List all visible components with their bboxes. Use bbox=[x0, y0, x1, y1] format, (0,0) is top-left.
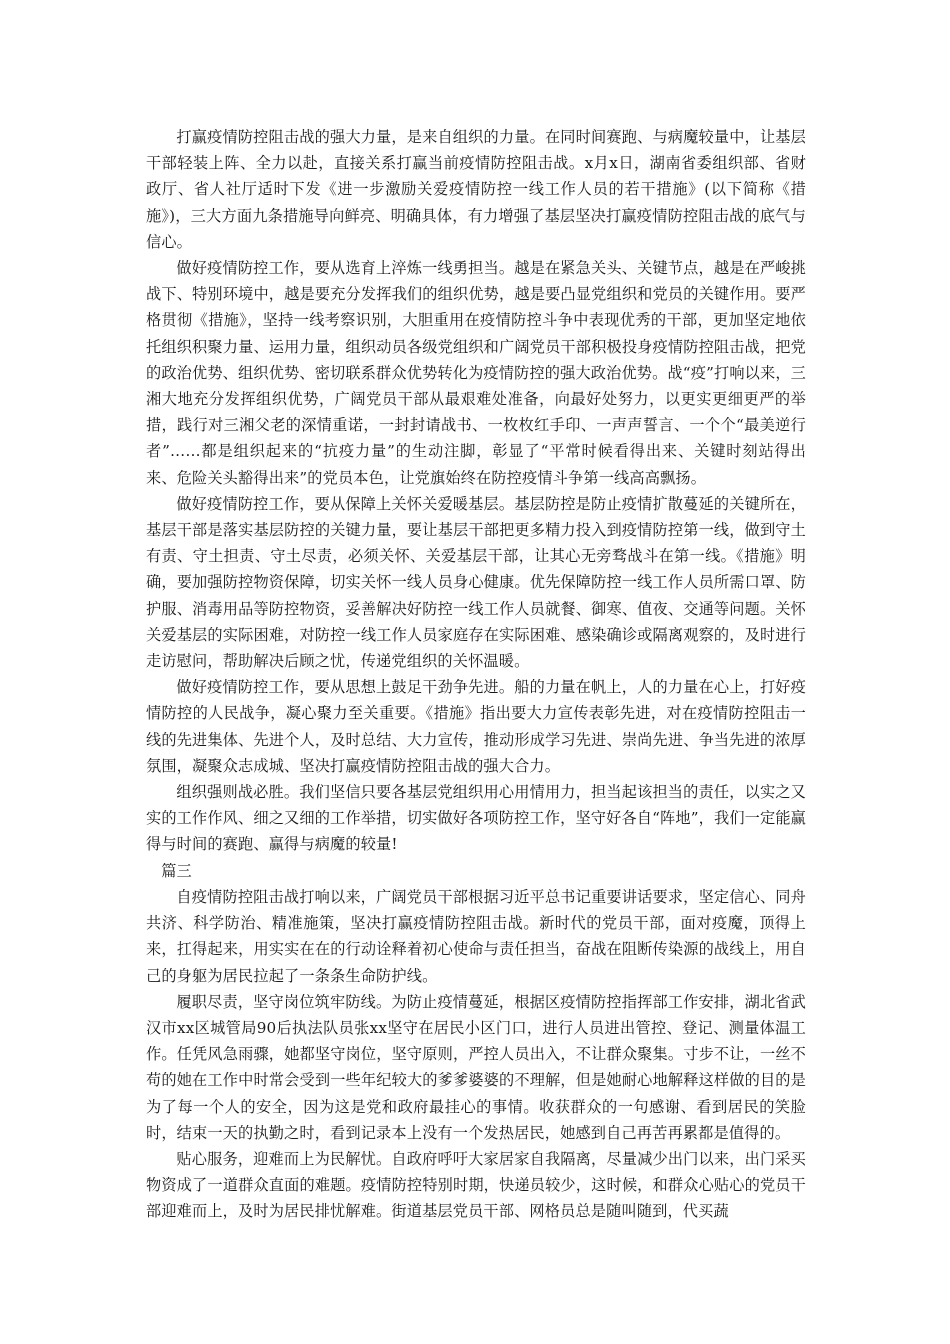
paragraph-caring-service: 贴心服务，迎难而上为民解忧。自政府呼吁大家居家自我隔离，尽量减少出门以来，出门采买物资成了一道群众直面的难题。疫情防控特别时期，快递员较少，这时候，和群众心贴心的党员干部迎难而上，及时为居民排忧解难。街道基层党员干部、网格员总是随叫随到，代买蔬 bbox=[146, 1149, 806, 1221]
paragraph-duty-defense: 履职尽责，坚守岗位筑牢防线。为防止疫情蔓延，根据区疫情防控指挥部工作安排，湖北省武汉市xx区城管局90后执法队员张xx坚守在居民小区门口，进行人员进出管控、登记、测量体温工作。任凭风急雨骤，她都坚守岗位，坚守原则，严控人员出入，不让群众聚集。寸步不让，一丝不苟的她在工作中时常会受到一些年纪较大的爹爹婆婆的不理解，但是她耐心地解释这样做的目的是为了每一个人的安全，因为这是党和政府最挂心的事情。收获群众的一句感谢、看到居民的笑脸时，结束一天的执勤之时，看到记录本上没有一个发热居民，她感到自己再苦再累都是值得的。 bbox=[146, 992, 806, 1142]
section-heading-part-three: 篇三 bbox=[161, 861, 192, 880]
paragraph-care-grassroots: 做好疫情防控工作，要从保障上关怀关爱暖基层。基层防控是防止疫情扩散蔓延的关键所在，基层干部是落实基层防控的关键力量，要让基层干部把更多精力投入到疫情防控第一线，做到守土有责、守土担责、守土尽责，必须关怀、关爱基层干部，让其心无旁骛战斗在第一线。《措施》明确，要加强防控物资保障，切实关怀一线人员身心健康。优先保障防控一线工作人员所需口罩、防护服、消毒用品等防控物资，妥善解决好防控一线工作人员就餐、御寒、值夜、交通等问题。关怀关爱基层的实际困难，对防控一线工作人员家庭存在实际困难、感染确诊或隔离观察的，及时进行走访慰问，帮助解决后顾之忧，传递党组织的关怀温暖。 bbox=[146, 494, 806, 671]
paragraph-conclusion: 组织强则战必胜。我们坚信只要各基层党组织用心用情用力，担当起该担当的责任，以实之又实的工作作风、细之又细的工作举措，切实做好各项防控工作，坚守好各自“阵地”，我们一定能赢得与时间的赛跑、赢得与病魔的较量! bbox=[146, 783, 807, 854]
paragraph-morale-advanced: 做好疫情防控工作，要从思想上鼓足干劲争先进。船的力量在帆上，人的力量在心上，打好疫情防控的人民战争，凝心聚力至关重要。《措施》指出要大力宣传表彰先进，对在疫情防控阻击一线的先进集体、先进个人，及时总结、大力宣传，推动形成学习先进、崇尚先进、争当先进的浓厚氛围，凝聚众志成城、坚决打赢疫情防控阻击战的强大合力。 bbox=[146, 678, 806, 775]
paragraph-part-three-intro: 自疫情防控阻击战打响以来，广阔党员干部根据习近平总书记重要讲话要求，坚定信心、同舟共济、科学防治、精准施策，坚决打赢疫情防控阻击战。新时代的党员干部，面对疫魔，顶得上来，扛得起来，用实实在在的行动诠释着初心使命与责任担当，奋战在阻断传染源的战线上，用自己的身躯为居民拉起了一条条生命防护线。 bbox=[146, 887, 806, 985]
paragraph-selection-training: 做好疫情防控工作，要从选育上淬炼一线勇担当。越是在紧急关头、关键节点，越是在严峻挑战下、特别环境中，越是要充分发挥我们的组织优势，越是要凸显党组织和党员的关键作用。要严格贯彻《措施》，坚持一线考察识别，大胆重用在疫情防控斗争中表现优秀的干部，更加坚定地依托组织积聚力量、运用力量，组织动员各级党组织和广阔党员干部积极投身疫情防控阻击战，把党的政治优势、组织优势、密切联系群众优势转化为疫情防控的强大政治优势。战“疫”打响以来，三湘大地充分发挥组织优势，广阔党员干部从最艰难处准备，向最好处努力，以更实更细更严的举措，践行对三湘父老的深情重诺，一封封请战书、一枚枚红手印、一声声誓言、一个个“最美逆行者”……都是组织起来的“抗疫力量”的生动注脚，彰显了“平常时候看得出来、关键时刻站得出来、危险关头豁得出来”的党员本色，让党旗始终在防控疫情斗争第一线高高飘扬。 bbox=[146, 259, 807, 487]
document-body bbox=[146, 124, 806, 1225]
paragraph-intro: 打赢疫情防控阻击战的强大力量，是来自组织的力量。在同时间赛跑、与病魔较量中，让基层干部轻装上阵、全力以赴，直接关系打赢当前疫情防控阻击战。x月x日，湖南省委组织部、省财政厅、省人社厅适时下发《进一步激励关爱疫情防控一线工作人员的若干措施》(以下简称《措施》)，三大方面九条措施导向鲜亮、明确具体，有力增强了基层坚决打赢疫情防控阻击战的底气与信心。 bbox=[146, 128, 806, 251]
